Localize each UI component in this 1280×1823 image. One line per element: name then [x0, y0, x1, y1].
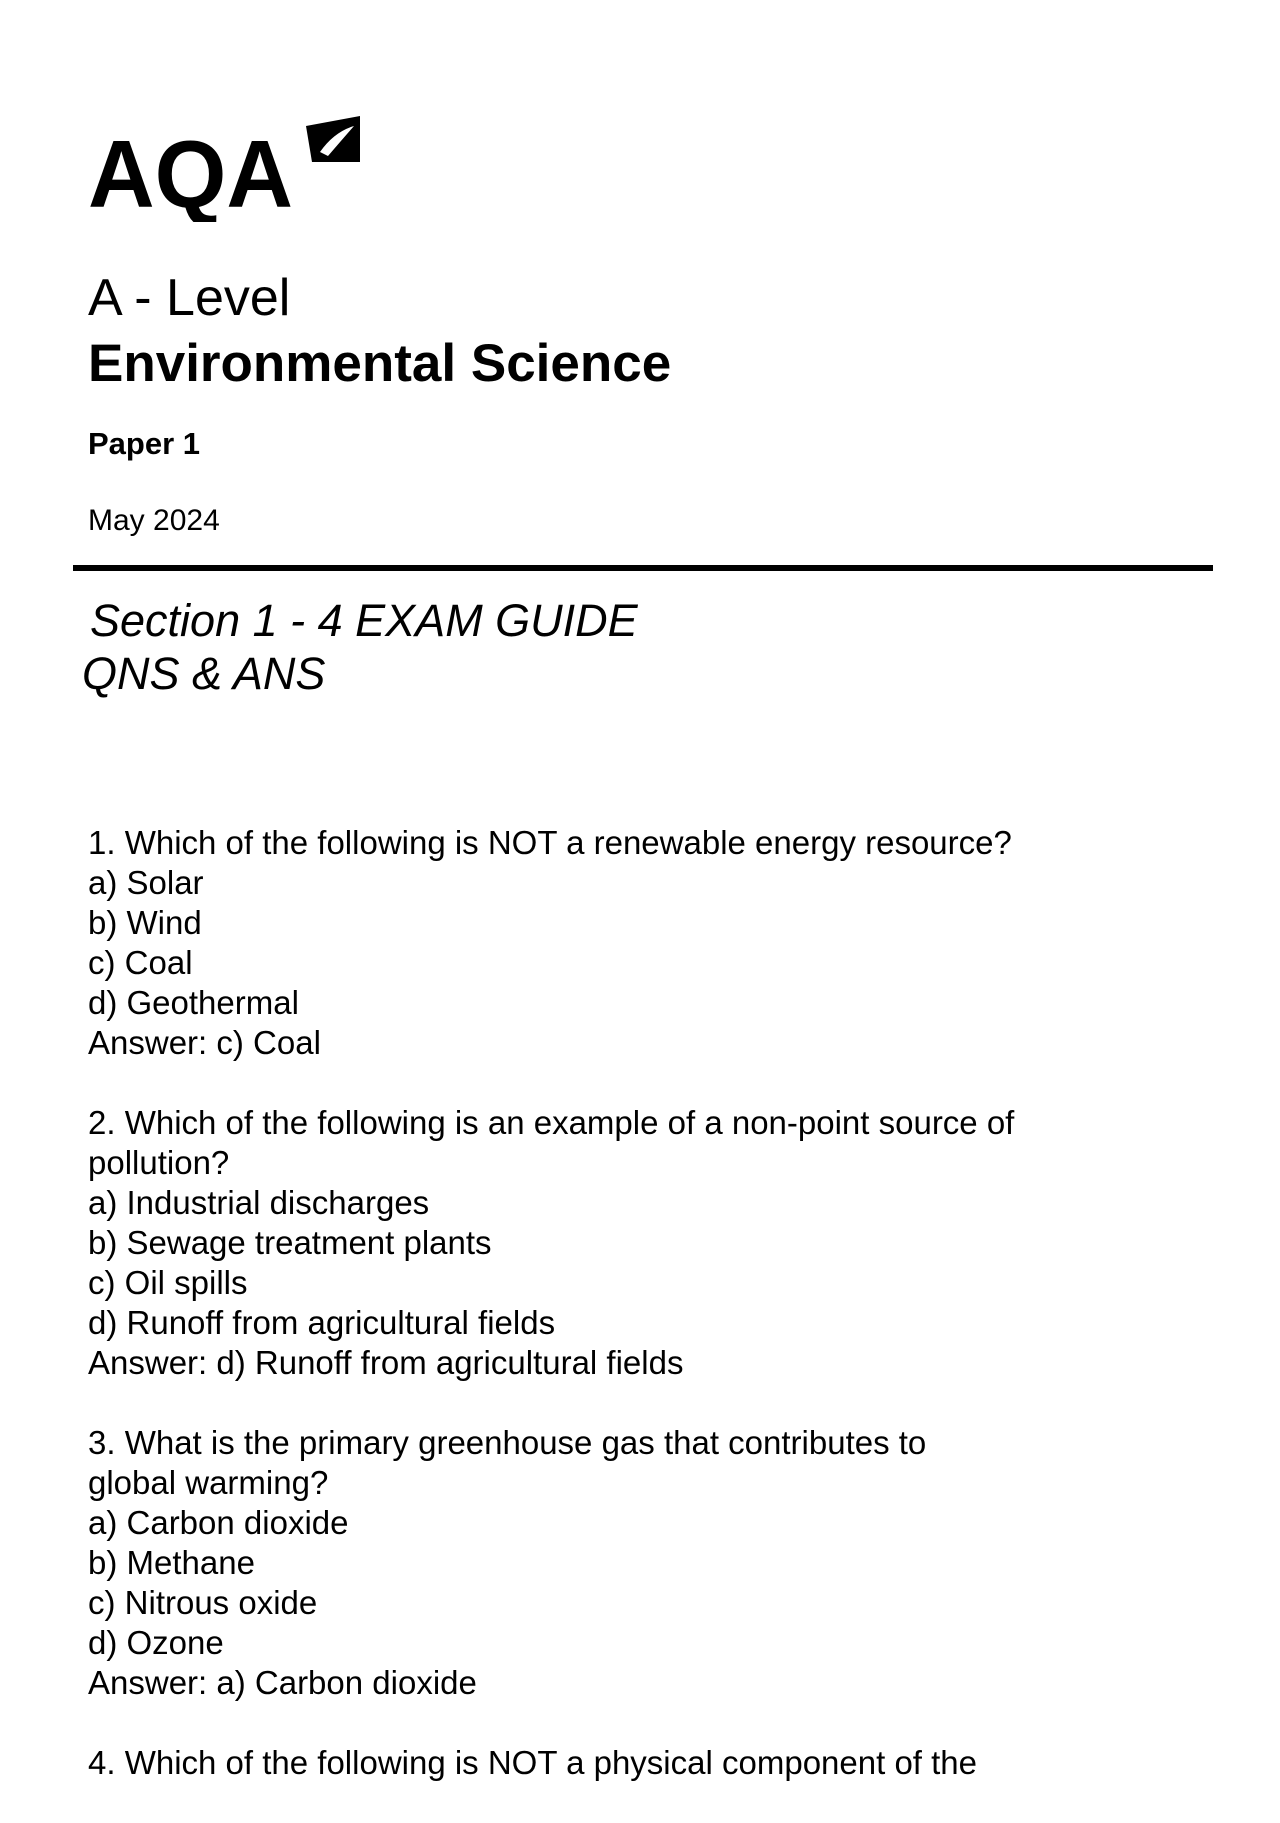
option-c: c) Oil spills [88, 1264, 248, 1301]
section-title: Section 1 - 4 EXAM GUIDE [90, 595, 638, 646]
subject-title: Environmental Science [88, 334, 672, 393]
aqa-logo-text: AQA [88, 121, 293, 222]
option-b: b) Methane [88, 1544, 255, 1581]
question-3 [88, 1423, 1188, 1703]
aqa-leaf-icon [306, 116, 360, 162]
exam-date: May 2024 [88, 504, 220, 537]
paper-number: Paper 1 [88, 426, 201, 461]
answer-line: Answer: c) Coal [88, 1024, 321, 1061]
qualification-level: A - Level [88, 269, 291, 327]
question-4 [88, 1743, 1188, 1783]
option-a: a) Industrial discharges [88, 1184, 430, 1221]
answer-line: Answer: d) Runoff from agricultural fields [88, 1344, 684, 1381]
question-1 [88, 823, 1188, 1063]
option-d: d) Runoff from agricultural fields [88, 1304, 556, 1341]
option-c: c) Nitrous oxide [88, 1584, 318, 1621]
question-stem: 3. What is the primary greenhouse gas that contributes to [88, 1424, 927, 1461]
question-stem: 1. Which of the following is NOT a renewable energy resource? [88, 824, 1012, 861]
answer-line: Answer: a) Carbon dioxide [88, 1664, 477, 1701]
question-2 [88, 1103, 1188, 1383]
option-b: b) Sewage treatment plants [88, 1224, 492, 1261]
aqa-logo-graphic [88, 112, 378, 222]
option-a: a) Solar [88, 864, 204, 901]
option-b: b) Wind [88, 904, 202, 941]
option-d: d) Ozone [88, 1624, 224, 1661]
section-subtitle: QNS & ANS [82, 648, 326, 699]
question-stem-continued: pollution? [88, 1144, 230, 1181]
option-c: c) Coal [88, 944, 193, 981]
question-stem: 4. Which of the following is NOT a physical component of the [88, 1744, 978, 1781]
question-list [88, 823, 1188, 1823]
question-stem-continued: global warming? [88, 1464, 329, 1501]
header-divider [73, 565, 1213, 571]
option-a: a) Carbon dioxide [88, 1504, 349, 1541]
option-d: d) Geothermal [88, 984, 299, 1021]
question-stem: 2. Which of the following is an example of a non-point source of [88, 1104, 1015, 1141]
aqa-logo [88, 112, 378, 222]
